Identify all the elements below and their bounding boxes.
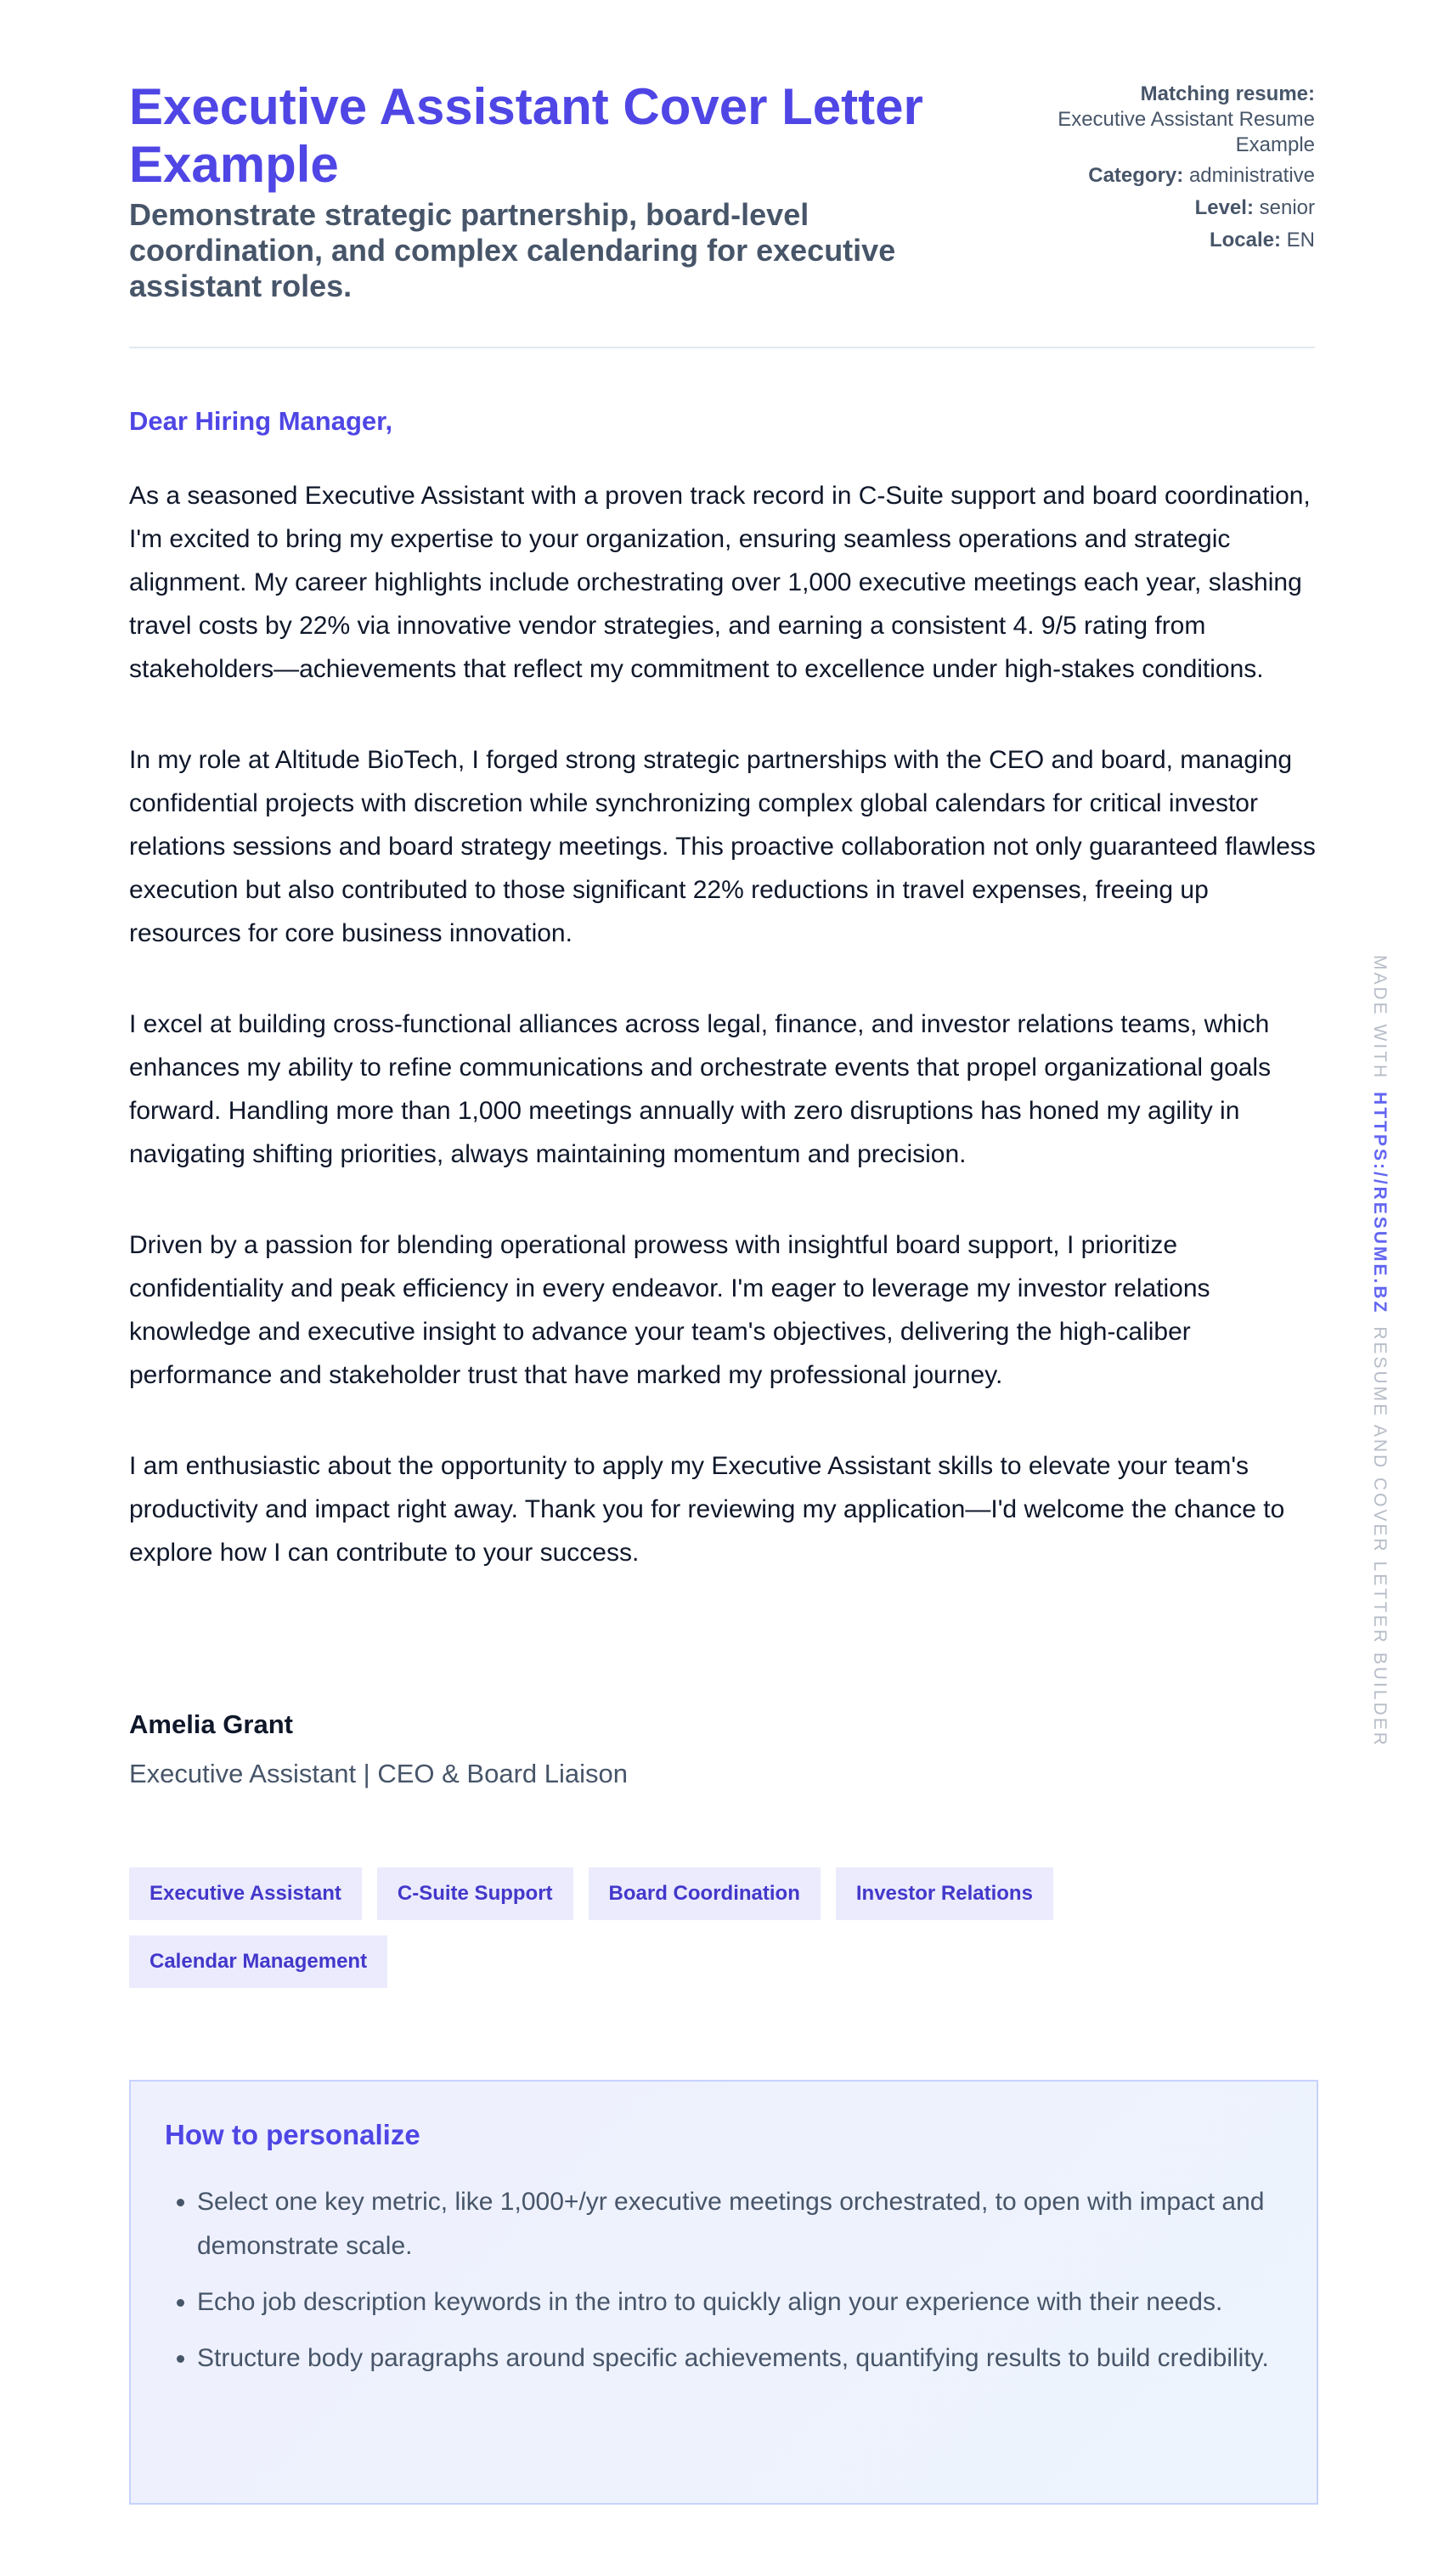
tips-item: • Structure body paragraphs around specific achievements, quantifying results to build credibility. (197, 2336, 1283, 2381)
meta-level-value: senior (1259, 196, 1315, 219)
tips-item: • Echo job description keywords in the intro to quickly align your experience with their needs. (197, 2280, 1283, 2325)
letter-paragraph: In my role at Altitude BioTech, I forged strong strategic partnerships with the CEO and board, managing confidential projects with discretion while synchronizing complex global calendars for critical investor relations sessions and board strategy meetings. This proactive collaboration not only guaranteed flawless execution but also contributed to those significant 22% reductions in travel expenses, freeing up resources for core business innovation. (129, 746, 1316, 947)
page-header (129, 0, 1315, 348)
meta-locale-label: Locale: (1209, 229, 1281, 251)
watermark-link[interactable]: HTTPS://RESUME.BZ (1370, 1092, 1390, 1315)
personalize-tips-box (129, 2080, 1318, 2505)
tag-c-suite-support: C-Suite Support (377, 1867, 573, 1920)
meta-level (1009, 195, 1315, 221)
signature-role: Executive Assistant | CEO & Board Liaison (129, 1759, 629, 1788)
watermark-prefix: MADE WITH (1370, 955, 1390, 1081)
letter-body (129, 474, 1318, 1622)
meta-category-value: administrative (1188, 164, 1315, 187)
signature-name: Amelia Grant (129, 1709, 293, 1739)
meta-category (1009, 163, 1315, 189)
meta-level-label: Level: (1194, 196, 1254, 219)
cover-letter-page (129, 0, 1316, 2372)
tag-executive-assistant: Executive Assistant (129, 1867, 362, 1920)
page-subtitle: Demonstrate strategic partnership, board-level coordination, and complex calendaring for executive assistant roles. (129, 197, 896, 303)
letter-paragraph: I am enthusiastic about the opportunity to apply my Executive Assistant skills to elevate your team's productivity and impact right away. Thank you for reviewing my application—I'd welcome the chance to explore how I can contribute to your success. (129, 1452, 1285, 1567)
tips-title: How to personalize (165, 2119, 420, 2150)
letter-greeting: Dear Hiring Manager, (129, 406, 393, 436)
tag-calendar-management: Calendar Management (129, 1935, 387, 1988)
tag-board-coordination: Board Coordination (589, 1867, 821, 1920)
page-title: Executive Assistant Cover Letter Example (129, 78, 923, 193)
tag-investor-relations: Investor Relations (836, 1867, 1053, 1920)
meta-matching-resume-label: Matching resume: (1140, 82, 1315, 105)
meta-locale-value: EN (1286, 229, 1315, 251)
made-with-watermark (1364, 955, 1390, 1748)
meta-locale (1009, 228, 1315, 253)
letter-paragraph: Driven by a passion for blending operational prowess with insightful board support, I prioritize confidentiality and peak efficiency in every endeavor. I'm eager to leverage my investor relations knowledge and executive insight to advance your team's objectives, delivering the high-caliber performance and stakeholder trust that have marked my professional journey. (129, 1231, 1210, 1389)
meta-panel (1009, 82, 1315, 260)
tag-list (129, 1867, 1148, 1988)
watermark-suffix: RESUME AND COVER LETTER BUILDER (1370, 1326, 1390, 1748)
tips-list (165, 2180, 1283, 2381)
tips-item: • Select one key metric, like 1,000+/yr executive meetings orchestrated, to open with impact and demonstrate scale. (197, 2180, 1283, 2268)
letter-paragraph: I excel at building cross-functional alliances across legal, finance, and investor relations teams, which enhances my ability to refine communications and orchestrate events that propel organizational goals forward. Handling more than 1,000 meetings annually with zero disruptions has honed my agility in navigating shifting priorities, always maintaining momentum and precision. (129, 1010, 1272, 1168)
meta-matching-resume-value: Executive Assistant Resume Example (1058, 108, 1315, 156)
meta-category-label: Category: (1088, 164, 1184, 187)
letter-paragraph: As a seasoned Executive Assistant with a proven track record in C-Suite support and board coordination, I'm excited to bring my expertise to your organization, ensuring seamless operations and strategic alignment. My career highlights include orchestrating over 1,000 executive meetings each year, slashing travel costs by 22% via innovative vendor strategies, and earning a consistent 4. 9/5 rating from stakeholders—achievements that reflect my commitment to excellence under high-stakes conditions. (129, 482, 1311, 683)
meta-matching-resume (1009, 82, 1315, 158)
